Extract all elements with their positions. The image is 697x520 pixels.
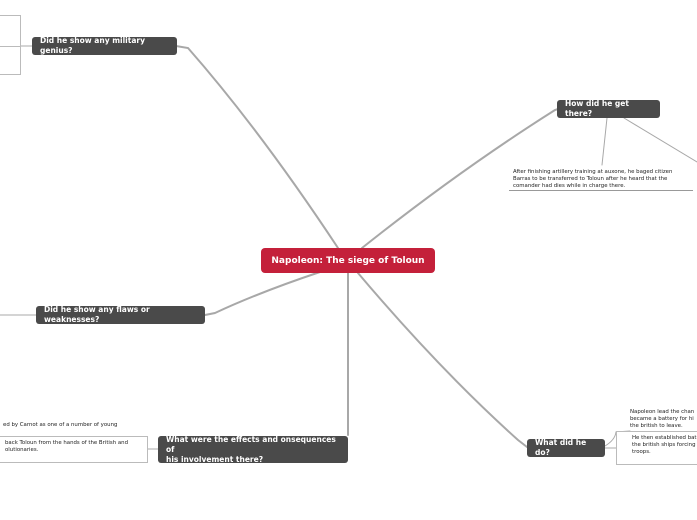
what-did-he-do-detail-2[interactable]: He then established bat the british ships forcing troops. bbox=[616, 431, 697, 465]
link-flaws bbox=[205, 272, 320, 315]
link-military-genius bbox=[176, 46, 338, 248]
link-what-did-he-do bbox=[358, 273, 527, 447]
military-genius-subtopic-box-2 bbox=[0, 46, 21, 75]
what-did-he-do-detail-1[interactable]: Napoleon lead the chan became a battery for hi the british to leave. bbox=[630, 409, 695, 429]
how-get-there-detail[interactable]: After finishing artillery training at auxone, he baged citizen Barras to be transferred to Toloun after he heard that the comander had dies while in charge there. bbox=[509, 169, 693, 191]
branch-military-genius-label: Did he show any military genius? bbox=[40, 36, 145, 55]
link-how-detail-2 bbox=[624, 118, 697, 162]
central-topic[interactable] bbox=[261, 248, 435, 273]
military-genius-subtopic-box-1 bbox=[0, 15, 21, 47]
branch-what-did-he-do-label: What did he do? bbox=[535, 438, 587, 457]
branch-how-get-there-label: How did he get there? bbox=[565, 99, 629, 118]
branch-effects[interactable] bbox=[158, 436, 348, 463]
branch-flaws-label: Did he show any flaws or weaknesses? bbox=[44, 305, 150, 324]
branch-military-genius[interactable] bbox=[32, 37, 177, 55]
link-how-detail-1 bbox=[602, 118, 607, 165]
branch-effects-label: What were the effects and onsequences of his involvement there? bbox=[166, 434, 336, 464]
central-topic-label: Napoleon: The siege of Toloun bbox=[271, 255, 425, 266]
branch-flaws[interactable] bbox=[36, 306, 205, 324]
effects-detail-1[interactable]: ed by Carnot as one of a number of young bbox=[3, 422, 118, 428]
branch-what-did-he-do[interactable] bbox=[527, 439, 605, 457]
effects-detail-2[interactable]: back Toloun from the hands of the British and olutionaries. bbox=[0, 436, 148, 463]
branch-how-get-there[interactable] bbox=[557, 100, 660, 118]
